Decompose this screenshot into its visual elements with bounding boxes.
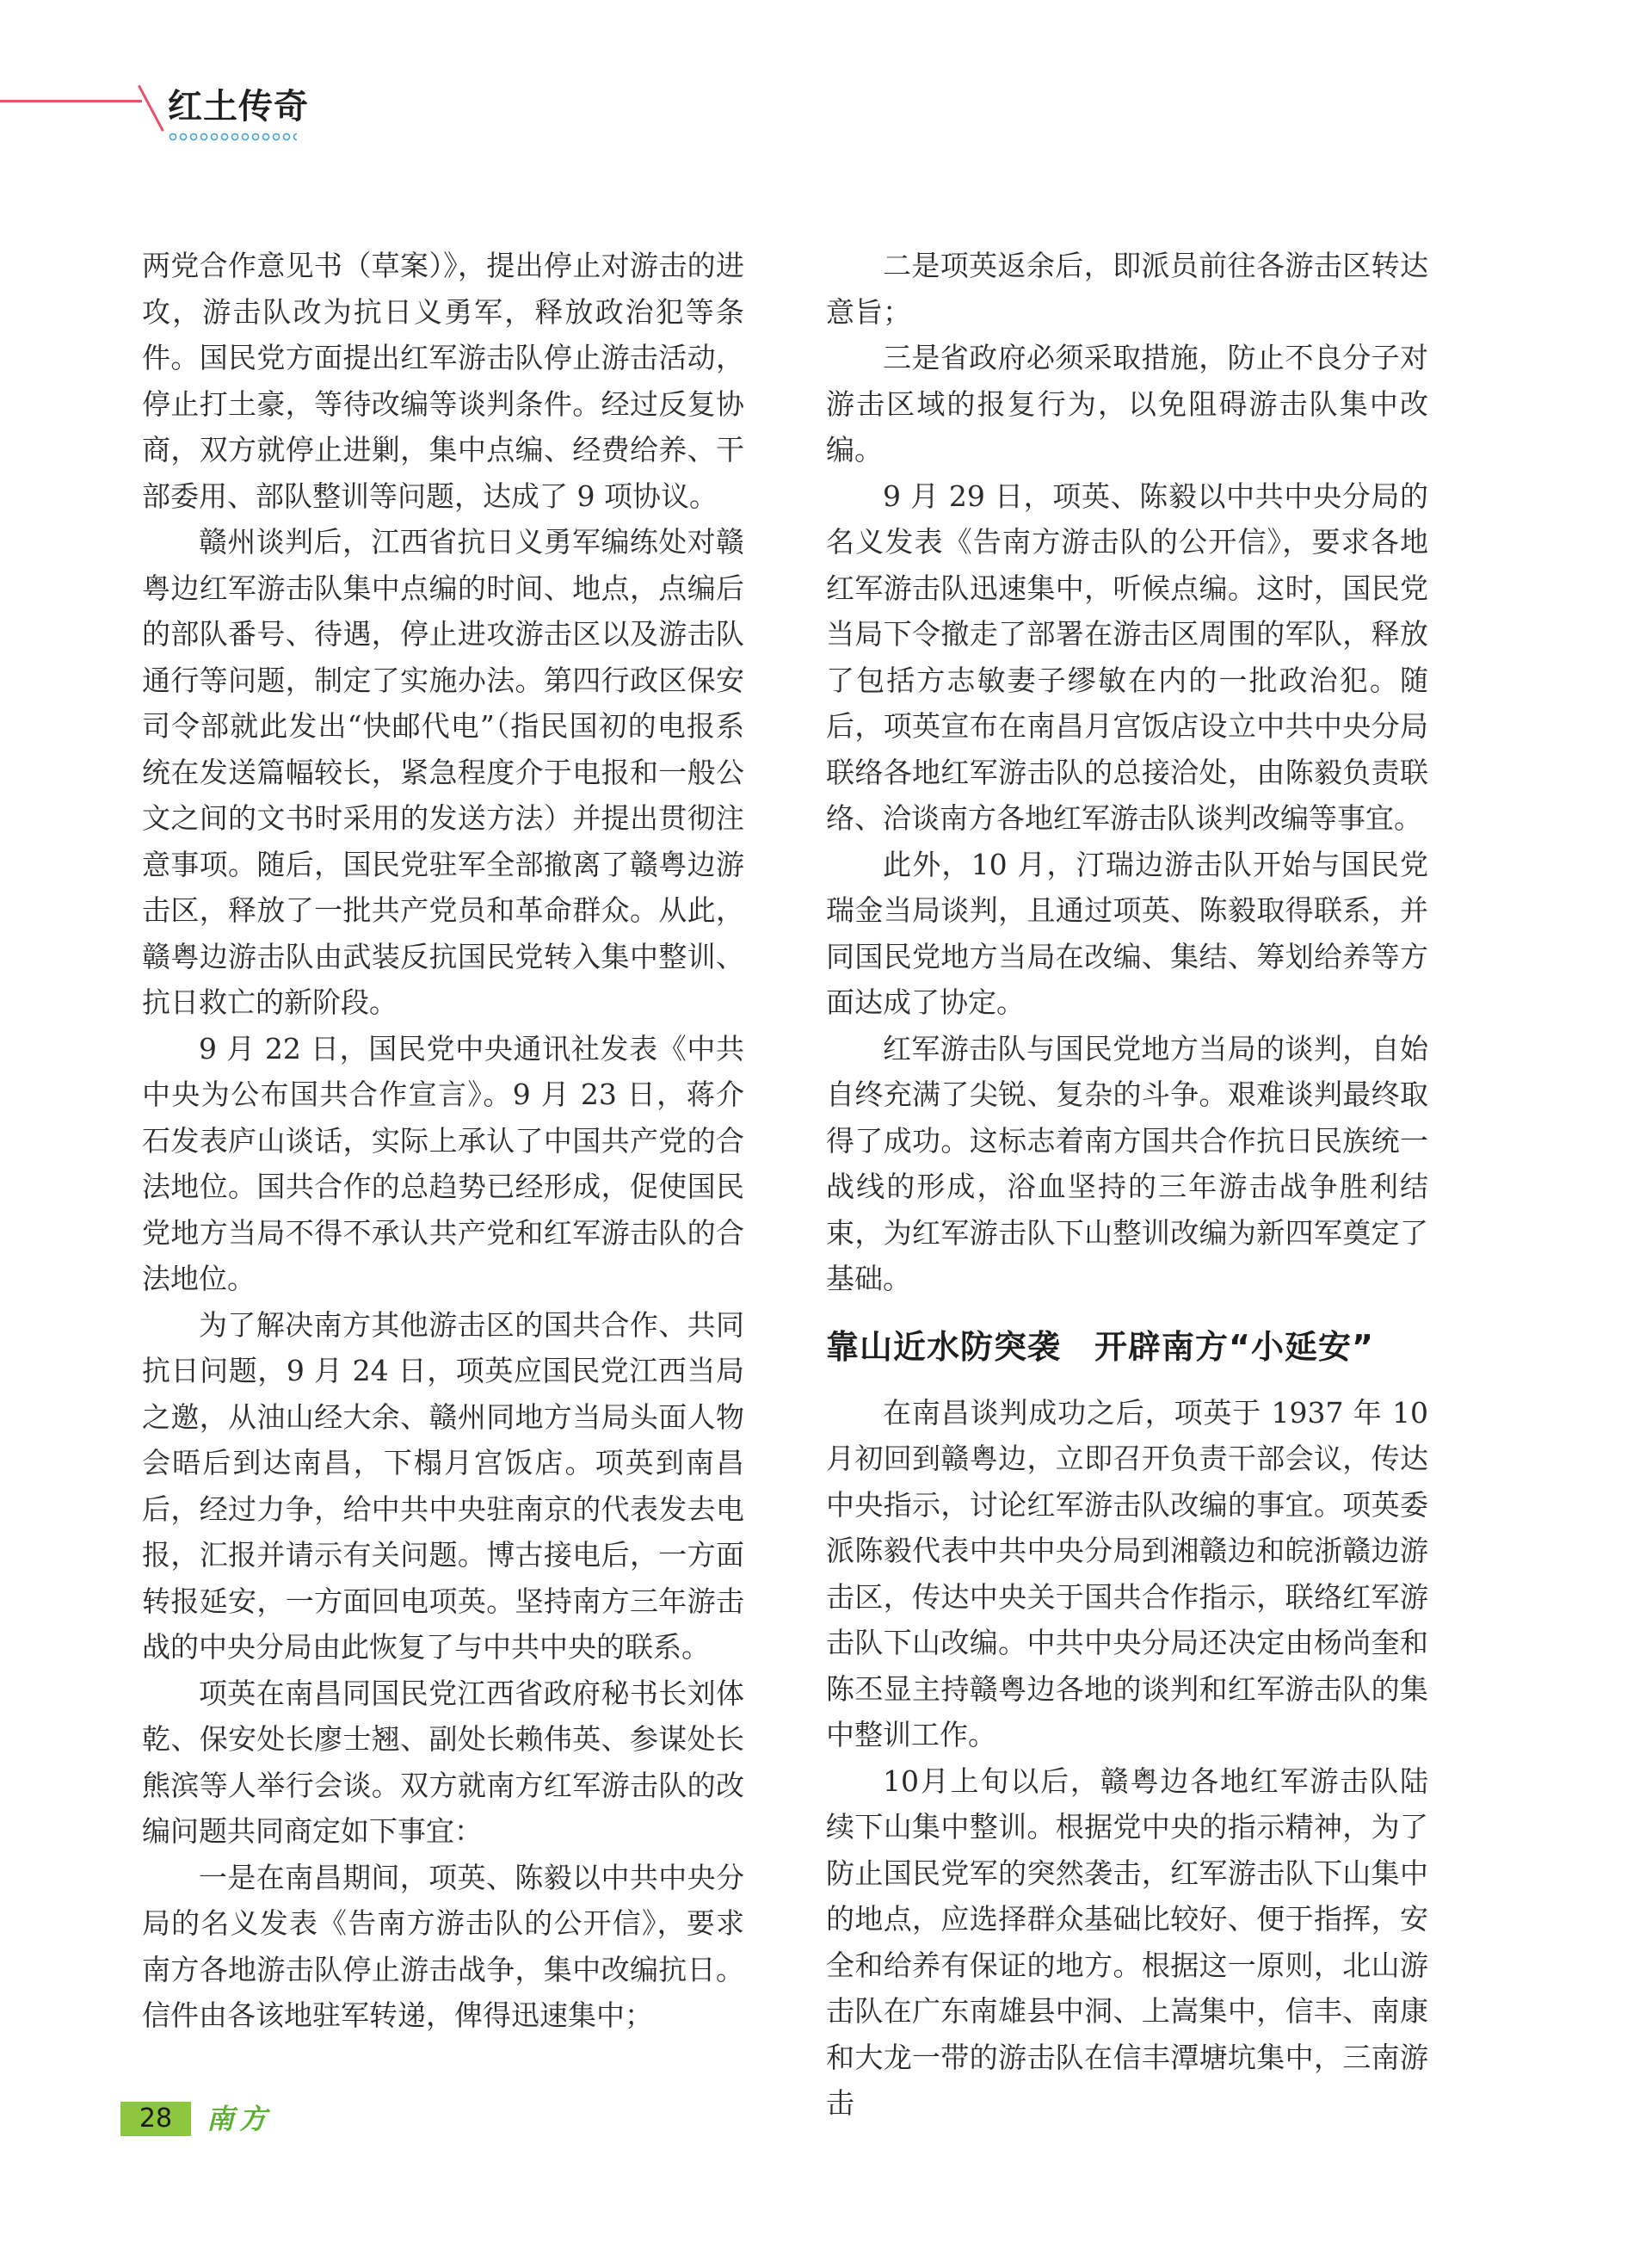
header-rule-slant	[138, 85, 164, 132]
paragraph: 10月上旬以后，赣粤边各地红军游击队陆续下山集中整训。根据党中央的指示精神，为了防止国民党军的突然袭击，红军游击队下山集中的地点，应选择群众基础比较好、便于指挥，安全和给养有保证的地方。根据这一原则，北山游击队在广东南雄县中洞、上嵩集中，信丰、南康和大龙一带的游击队在信丰潭塘坑集中，三南游击	[826, 1763, 1428, 2120]
paragraph: 红军游击队与国民党地方当局的谈判，自始自终充满了尖锐、复杂的斗争。艰难谈判最终取得了成功。这标志着南方国共合作抗日民族统一战线的形成，浴血坚持的三年游击战争胜利结束，为红军游击队下山整训改编为新四军奠定了基础。	[826, 1031, 1428, 1295]
right-column	[826, 243, 1428, 2127]
left-column	[142, 243, 744, 2039]
section-heading: 靠山近水防突袭 开辟南方“小延安”	[826, 1327, 1374, 1366]
column-title: 红土传奇	[168, 87, 309, 127]
paragraph: 9 月 22 日，国民党中央通讯社发表《中共中央为公布国共合作宣言》。9 月 23 日，蒋介石发表庐山谈话，实际上承认了中国共产党的合法地位。国共合作的总趋势已经形成，促使国民党地方当局不得不承认共产党和红军游击队的合法地位。	[142, 1031, 744, 1295]
paragraph: 在南昌谈判成功之后，项英于 1937 年 10 月初回到赣粤边，立即召开负责干部会议，传达中央指示，讨论红军游击队改编的事宜。项英委派陈毅代表中共中央分局到湘赣边和皖浙赣边游击区，传达中央关于国共合作指示，联络红军游击队下山改编。中共中央分局还决定由杨尚奎和陈丕显主持赣粤边各地的谈判和红军游击队的集中整训工作。	[826, 1395, 1428, 1751]
header-decoration	[168, 132, 297, 142]
header-rule	[0, 100, 142, 102]
paragraph: 赣州谈判后，江西省抗日义勇军编练处对赣粤边红军游击队集中点编的时间、地点，点编后的部队番号、待遇，停止进攻游击区以及游击队通行等问题，制定了实施办法。第四行政区保安司令部就此发出“快邮代电”（指民国初的电报系统在发送篇幅较长，紧急程度介于电报和一般公文之间的文书时采用的发送方法）并提出贯彻注意事项。随后，国民党驻军全部撤离了赣粤边游击区，释放了一批共产党员和革命群众。从此，赣粤边游击队由武装反抗国民党转入集中整训、抗日救亡的新阶段。	[142, 525, 744, 1019]
paragraph: 为了解决南方其他游击区的国共合作、共同抗日问题，9 月 24 日，项英应国民党江西当局之邀，从油山经大余、赣州同地方当局头面人物会晤后到达南昌，下榻月宫饭店。项英到南昌后，经过力争，给中共中央驻南京的代表发去电报，汇报并请示有关问题。博古接电后，一方面转报延安，一方面回电项英。坚持南方三年游击战的中央分局由此恢复了与中共中央的联系。	[142, 1307, 744, 1664]
paragraph: 三是省政府必须采取措施，防止不良分子对游击区域的报复行为，以免阻碍游击队集中改编。	[826, 341, 1428, 466]
page-number: 28	[120, 2102, 191, 2136]
paragraph: 两党合作意见书（草案）》，提出停止对游击的进攻，游击队改为抗日义勇军，释放政治犯等条件。国民党方面提出红军游击队停止游击活动，停止打土豪，等待改编等谈判条件。经过反复协商，双方就停止进剿，集中点编、经费给养、干部委用、部队整训等问题，达成了 9 项协议。	[142, 249, 744, 513]
paragraph: 此外，10 月，汀瑞边游击队开始与国民党瑞金当局谈判，且通过项英、陈毅取得联系，并同国民党地方当局在改编、集结、筹划给养等方面达成了协定。	[826, 847, 1428, 1019]
paragraph: 一是在南昌期间，项英、陈毅以中共中央分局的名义发表《告南方游击队的公开信》，要求南方各地游击队停止游击战争，集中改编抗日。信件由各该地驻军转递，俾得迅速集中；	[142, 1860, 744, 2032]
paragraph: 项英在南昌同国民党江西省政府秘书长刘体乾、保安处长廖士翘、副处长赖伟英、参谋处长熊滨等人举行会谈。双方就南方红军游击队的改编问题共同商定如下事宜：	[142, 1676, 744, 1848]
paragraph: 9 月 29 日，项英、陈毅以中共中央分局的名义发表《告南方游击队的公开信》，要求各地红军游击队迅速集中，听候点编。这时，国民党当局下令撤走了部署在游击区周围的军队，释放了包括方志敏妻子缪敏在内的一批政治犯。随后，项英宣布在南昌月宫饭店设立中共中央分局联络各地红军游击队的总接洽处，由陈毅负责联络、洽谈南方各地红军游击队谈判改编等事宜。	[826, 479, 1428, 835]
paragraph: 二是项英返余后，即派员前往各游击区转达意旨；	[826, 249, 1428, 329]
magazine-name: 南方	[206, 2103, 273, 2135]
